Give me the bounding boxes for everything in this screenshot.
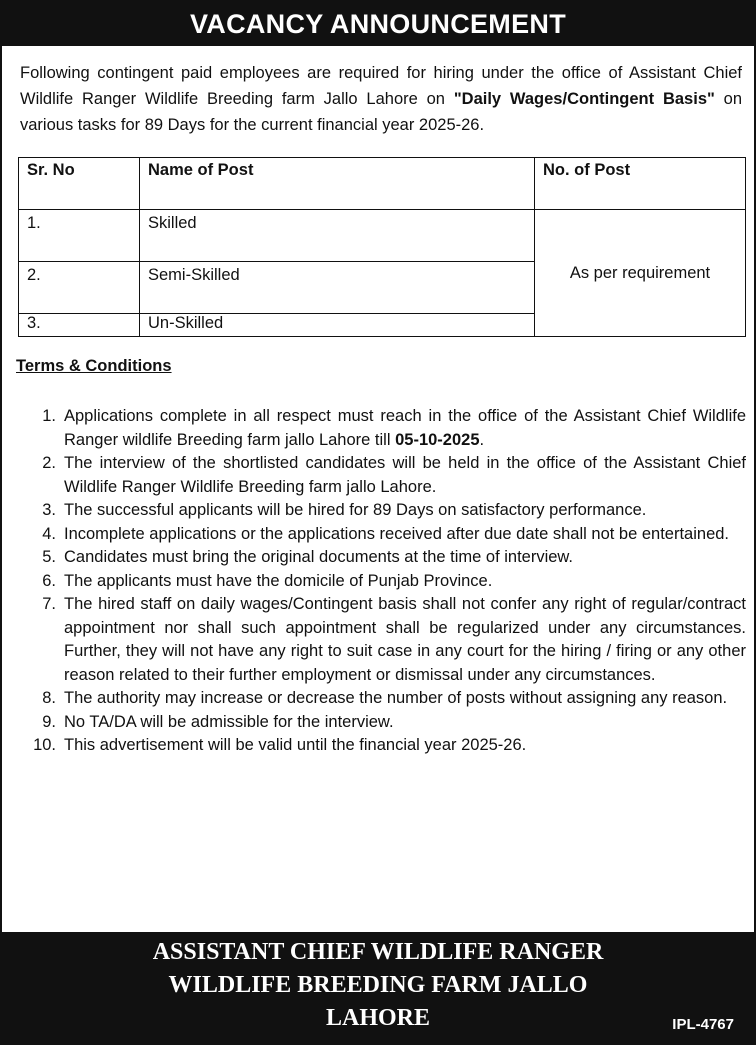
post-name-cell: Un-Skilled — [140, 314, 535, 337]
list-item — [22, 405, 746, 452]
table-header-row — [19, 158, 746, 210]
post-name-cell: Semi-Skilled — [140, 262, 535, 314]
item-number: 4. — [42, 524, 56, 543]
item-text-end: . — [479, 430, 485, 449]
sr-cell: 1. — [19, 210, 140, 262]
item-number: 9. — [42, 712, 56, 731]
sr-cell: 2. — [19, 262, 140, 314]
office-line-3: LAHORE — [325, 1005, 430, 1031]
list-item — [22, 546, 746, 570]
item-number: 3. — [42, 501, 56, 519]
item-text: This advertisement will be valid until the financial year 2025-26. — [64, 736, 527, 754]
header-name-of-post: Name of Post — [140, 158, 535, 210]
issuing-office-footer — [2, 932, 754, 1043]
item-number: 8. — [42, 689, 56, 707]
list-item — [22, 499, 746, 523]
reference-number: IPL-4767 — [672, 1016, 734, 1033]
item-text: The interview of the shortlisted candidates will be held in the office of the Assistant Chief Wildlife Ranger Wildlife Breeding farm jallo Lahore. — [64, 454, 746, 496]
item-text: The authority may increase or decrease the number of posts without assigning any reason. — [64, 689, 728, 707]
office-line-2: WILDLIFE BREEDING FARM JALLO — [168, 972, 588, 998]
deadline-date: 05-10-2025 — [395, 430, 480, 449]
no-of-post-cell: As per requirement — [535, 210, 746, 337]
list-item — [22, 711, 746, 735]
posts-table — [18, 157, 746, 337]
table-row — [19, 210, 746, 262]
item-number: 1. — [42, 407, 56, 425]
intro-bold-text: "Daily Wages/Contingent Basis" — [453, 90, 715, 108]
header-sr-no: Sr. No — [19, 158, 140, 210]
sr-cell: 3. — [19, 314, 140, 337]
office-name — [2, 936, 754, 1035]
item-text: No TA/DA will be admissible for the interview. — [64, 712, 394, 731]
terms-heading: Terms & Conditions — [16, 357, 172, 375]
item-text: Applications complete in all respect must reach in the office of the Assistant Chief Wildlife Ranger wildlife Breeding farm jallo Lahore till — [64, 407, 746, 449]
item-number: 6. — [42, 571, 56, 590]
item-text: The hired staff on daily wages/Contingent basis shall not confer any right of regular/contract appointment nor shall such appointment shall be regularized under any circumstances. Further, they will not have any right to suit case in any court for the hiring / firing or any other reason related to their further employment or dismissal under any circumstances. — [64, 595, 746, 684]
list-item — [22, 523, 746, 547]
intro-text: Following contingent paid employees are required for hiring under the office of Assistant Chief Wildlife Ranger Wildlife Breeding farm Jallo Lahore on — [20, 64, 742, 108]
item-text: Candidates must bring the original documents at the time of interview. — [64, 548, 574, 566]
post-name-cell: Skilled — [140, 210, 535, 262]
intro-text-end: on various tasks for 89 Days for the current financial year 2025-26. — [20, 90, 743, 134]
office-line-1: ASSISTANT CHIEF WILDLIFE RANGER — [152, 939, 604, 965]
list-item — [22, 570, 746, 594]
item-number: 7. — [42, 595, 56, 613]
intro-paragraph — [20, 60, 742, 138]
item-text: Incomplete applications or the applications received after due date shall not be entertained. — [64, 524, 730, 543]
announcement-title: VACANCY ANNOUNCEMENT — [2, 2, 754, 46]
terms-list — [22, 405, 746, 758]
item-number: 10. — [33, 736, 56, 754]
header-no-of-post: No. of Post — [535, 158, 746, 210]
list-item — [22, 593, 746, 687]
item-number: 2. — [42, 454, 56, 472]
list-item — [22, 734, 746, 758]
item-text: The successful applicants will be hired for 89 Days on satisfactory performance. — [64, 501, 647, 519]
list-item — [22, 687, 746, 711]
list-item — [22, 452, 746, 499]
item-text: The applicants must have the domicile of Punjab Province. — [64, 571, 493, 590]
item-number: 5. — [42, 548, 56, 566]
